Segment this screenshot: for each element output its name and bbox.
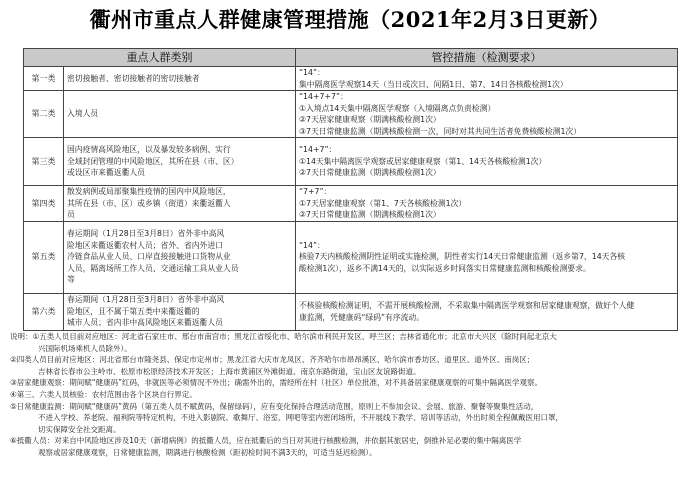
group-cell bbox=[64, 221, 296, 293]
measures-cell bbox=[296, 221, 678, 293]
category-cell: 第六类 bbox=[24, 293, 64, 330]
measure-line: 康监测，凭健康码“绿码”有序流动。 bbox=[299, 312, 425, 322]
measure-line: 酸检测1次），返乡不满14天的，以实际返乡时间落实日常健康监测和核酸检测要求。 bbox=[299, 263, 591, 273]
note-line: ③居家健康观察：期间赋“健康码”红码，非就医等必须情况不外出；确需外出的，需经所在村（社区）单位批准，对不具备居家健康观察的可集中隔离医学观察。 bbox=[10, 378, 542, 388]
category-cell: 第三类 bbox=[24, 138, 64, 186]
group-line: 险地区，且不属于第五类中来衢返衢的 bbox=[67, 306, 200, 316]
note-line: 吉林省长春市公主岭市、松原市松原经济技术开发区；上海市黄浦区外滩街道、南京东路街道，宝山区友谊路街道。 bbox=[38, 366, 421, 376]
measures-cell bbox=[296, 138, 678, 186]
group-line: 城市人员；省内非中高风险地区来衢返衢人员 bbox=[67, 318, 223, 328]
group-line: 或设区市来衢返衢人员 bbox=[67, 168, 145, 178]
measure-line: “14+7”： bbox=[299, 145, 337, 155]
table-row bbox=[24, 138, 678, 186]
note-line: 观察或居家健康观察，日常健康监测，期满进行核酸检测（距初检时间不满3天的，可适当延迟检测）。 bbox=[38, 447, 377, 457]
page-title: 衢州市重点人群健康管理措施（2021年2月3日更新） bbox=[89, 7, 611, 32]
group-line: 国内疫情高风险地区，以及暴发较多病例、实行 bbox=[67, 145, 231, 155]
measure-line: “14+7+7”： bbox=[299, 92, 348, 101]
category-cell: 第五类 bbox=[24, 221, 64, 293]
measure-line: “14”： bbox=[299, 240, 325, 250]
measures-cell bbox=[296, 186, 678, 222]
group-line: 散发病例或局部聚集性疫情的国内中风险地区， bbox=[67, 187, 231, 196]
measure-line: “7+7”： bbox=[299, 187, 332, 196]
group-line: 其所在县（市、区）或乡镇（街道）来衢返衢人 bbox=[67, 198, 231, 208]
measure-line: ①入境点14天集中隔离医学观察（入境隔离点负责检测） bbox=[299, 103, 496, 113]
table-row bbox=[24, 67, 678, 91]
measures-cell bbox=[296, 91, 678, 138]
measure-line: ①7天居家健康观察（第1、7天各核酸检测1次） bbox=[299, 198, 467, 208]
notes-section bbox=[10, 331, 690, 459]
group-cell bbox=[64, 67, 296, 91]
group-line: 入境人员 bbox=[67, 109, 99, 119]
group-line: 等 bbox=[67, 275, 75, 285]
group-line: 全域封闭管理的中风险地区，其所在县（市、区） bbox=[67, 156, 239, 166]
group-line: 员 bbox=[67, 210, 75, 219]
measures-cell bbox=[296, 293, 678, 330]
note-line: 兴国际机场乘机人员除外）。 bbox=[38, 343, 132, 353]
measures-cell bbox=[296, 67, 678, 91]
group-line: 密切接触者、密切接触者的密切接触者 bbox=[67, 73, 200, 83]
group-line: 险地区来衢返衢农村人员；省外、省内外进口 bbox=[67, 240, 223, 250]
measure-line: “14”： bbox=[299, 68, 325, 77]
header-measures: 管控措施（检测要求） bbox=[296, 49, 678, 67]
note-line: 切实保障安全社交距离。 bbox=[38, 424, 121, 434]
table-header-row bbox=[24, 49, 678, 67]
category-cell: 第一类 bbox=[24, 67, 64, 91]
note-line: ⑤日常健康监测：期间赋“健康码”黄码（第五类人员不赋黄码，保留绿码），应有变化保持合理活动范围，原则上不参加会议、会展、旅游、聚餐等聚集性活动， bbox=[10, 401, 539, 411]
group-line: 冷链食品从业人员、口岸直接接触进口货物从业 bbox=[67, 252, 231, 262]
note-line: 说明：①五类人员目前对应地区：河北省石家庄市、邢台市南宫市；黑龙江省绥化市、哈尔滨市利民开发区、呼兰区；吉林省通化市；北京市大兴区（除时间起北京大 bbox=[10, 332, 557, 341]
category-cell: 第二类 bbox=[24, 91, 64, 138]
group-cell bbox=[64, 91, 296, 138]
measure-line: ①14天集中隔离医学观察或居家健康观察（第1、14天各核酸检测1次） bbox=[299, 156, 547, 166]
measure-line: 集中隔离医学观察14天（当日或次日、间隔1日、第7、14日各核酸检测1次） bbox=[299, 79, 568, 89]
measure-line: 核验7天内核酸检测阴性证明或实施检测，阴性者实行14天日常健康监测（返乡第7、14天各核 bbox=[299, 252, 626, 262]
note-line: ④第三、六类人员核验：农村范围由各个区块自行界定。 bbox=[10, 389, 197, 399]
note-line: ⑥抵衢人员：对来自中风险地区涉及10天（新增病例）的抵衢人员，应在抵衢后的当日对其进行核酸检测，并依据其旅居史，倒推补足必要的集中隔离医学 bbox=[10, 436, 522, 446]
group-cell bbox=[64, 138, 296, 186]
measure-line: ②7天日常健康监测（期满核酸检测1次） bbox=[299, 210, 441, 219]
table-row bbox=[24, 293, 678, 330]
group-cell bbox=[64, 186, 296, 222]
group-line: 春运期间（1月28日至3月8日）省外非中高风 bbox=[67, 295, 225, 305]
header-group: 重点人群类别 bbox=[24, 49, 296, 67]
table-row bbox=[24, 186, 678, 222]
measure-line: ②7天居家健康观察（期满核酸检测1次） bbox=[299, 115, 441, 124]
measure-line: ②7天日常健康监测（期满核酸检测1次） bbox=[299, 168, 441, 178]
note-line: 不进入学校、养老院、福利院等特定机构，不进入影剧院、歌舞厅、浴室、网吧等室内密闭场所，不开展线下教学、培训等活动，外出时须全程佩戴医用口罩， bbox=[38, 413, 563, 423]
group-line: 春运期间（1月28日至3月8日）省外非中高风 bbox=[67, 229, 225, 239]
note-line: ②四类人员目前对应地区：河北省邢台市隆尧县、保定市定州市；黑龙江省大庆市龙凤区、齐齐哈尔市昂昂溪区、哈尔滨市香坊区、道里区、道外区、南岗区； bbox=[10, 355, 535, 365]
group-line: 人员，隔离场所工作人员、交通运输工具从业人员 bbox=[67, 263, 239, 273]
measure-line: 不核验核酸检测证明，不需开展核酸检测，不采取集中隔离医学观察和居家健康观察，做好个人健 bbox=[299, 301, 635, 310]
table-row bbox=[24, 221, 678, 293]
table-row bbox=[24, 91, 678, 138]
category-cell: 第四类 bbox=[24, 186, 64, 222]
group-cell bbox=[64, 293, 296, 330]
measure-line: ③7天日常健康监测（期满核酸检测一次，同时对其共同生活者免费核酸检测1次） bbox=[299, 126, 582, 136]
measures-table bbox=[23, 48, 678, 331]
